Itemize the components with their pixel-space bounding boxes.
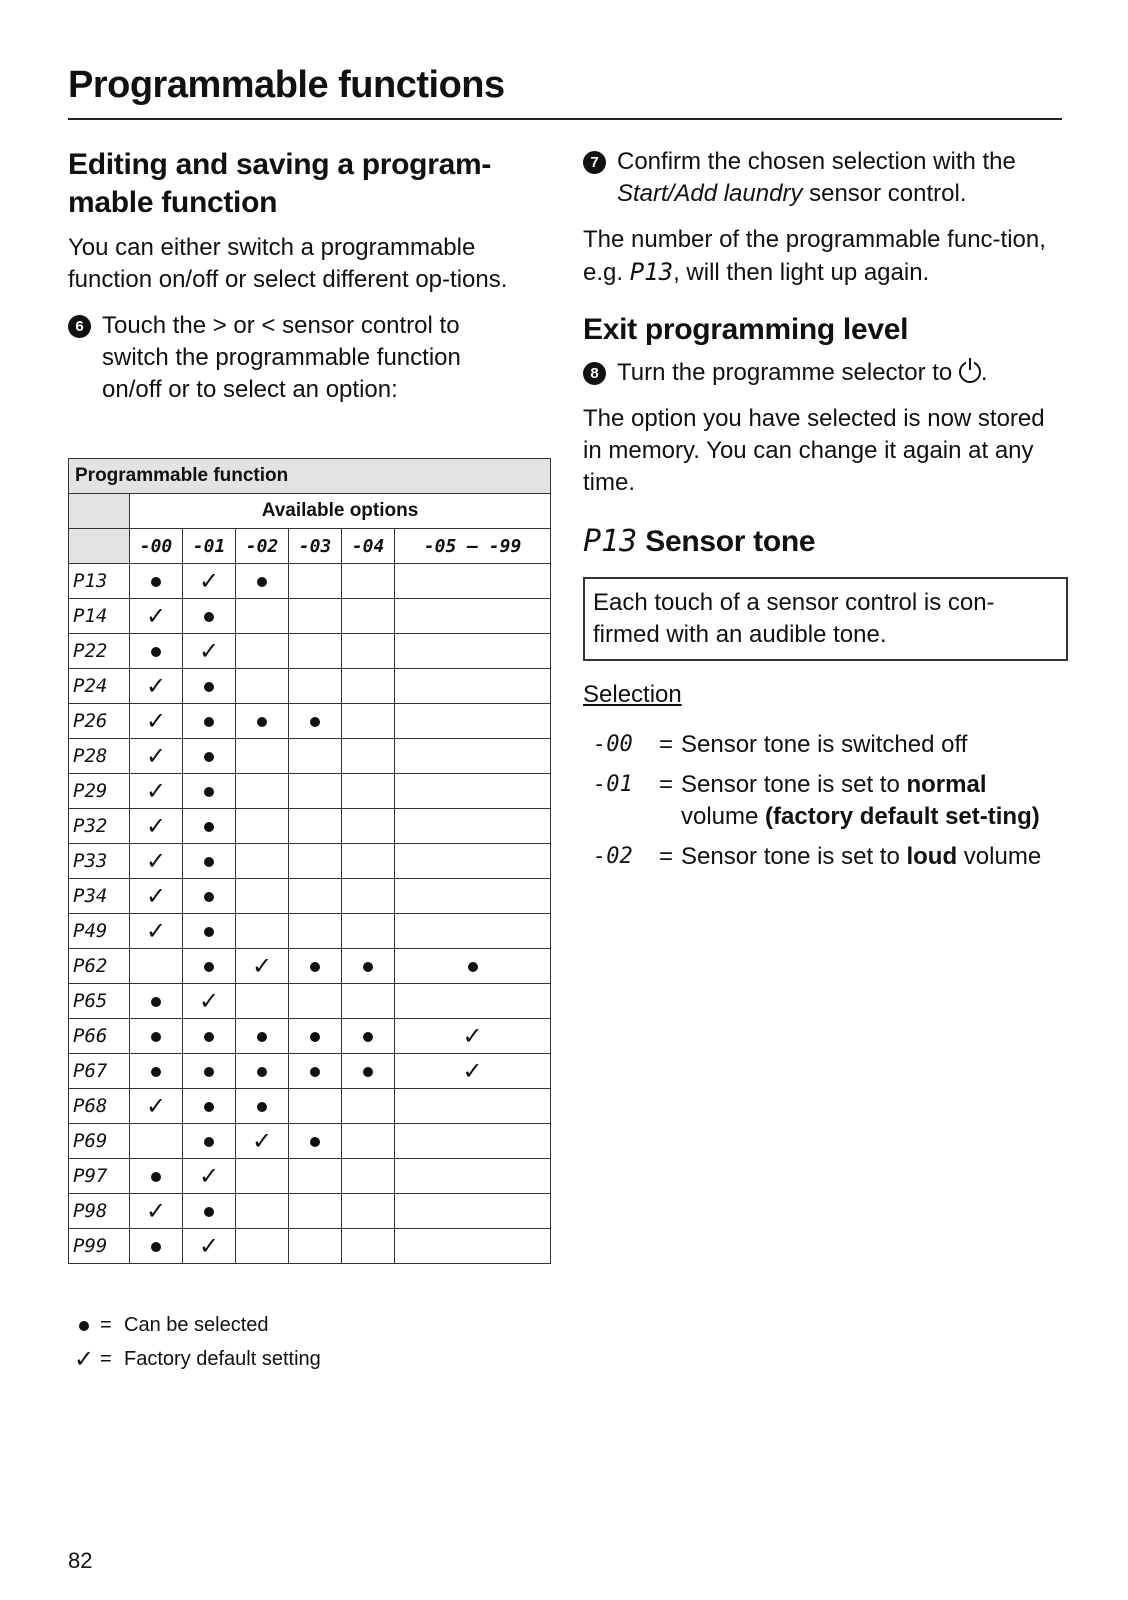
option-cell	[342, 984, 395, 1019]
check-icon: ✓	[198, 1232, 220, 1260]
legend-check-label: Factory default setting	[124, 1348, 321, 1370]
dot-icon	[151, 1242, 161, 1252]
selection-code: -02	[593, 844, 633, 869]
option-cell	[342, 739, 395, 774]
table-row	[69, 739, 551, 774]
dot-icon	[204, 927, 214, 937]
check-icon: ✓	[145, 882, 167, 910]
dot-icon	[257, 1067, 267, 1077]
check-icon: ✓	[145, 917, 167, 945]
table-row	[69, 1229, 551, 1264]
selection-item	[583, 841, 1068, 873]
option-cell	[342, 564, 395, 599]
step-6	[68, 310, 523, 406]
dot-icon	[204, 1067, 214, 1077]
function-code: P69	[69, 1124, 130, 1159]
option-cell	[395, 984, 551, 1019]
option-cell	[130, 914, 183, 949]
option-cell	[183, 914, 236, 949]
option-cell	[236, 1019, 289, 1054]
option-cell	[130, 739, 183, 774]
dot-icon	[257, 1032, 267, 1042]
sensor-tone-description-box: Each touch of a sensor control is con-firmed with an audible tone.	[583, 577, 1068, 661]
option-cell	[395, 1229, 551, 1264]
check-icon: ✓	[145, 1197, 167, 1225]
dot-icon	[257, 1102, 267, 1112]
option-cell	[395, 1194, 551, 1229]
option-cell	[395, 1054, 551, 1089]
option-cell	[342, 1124, 395, 1159]
dot-icon	[363, 1067, 373, 1077]
selection-list	[583, 729, 1068, 873]
check-icon: ✓	[73, 1345, 95, 1373]
selection-item	[583, 769, 1068, 833]
option-header: -03	[289, 529, 342, 564]
option-cell	[289, 1229, 342, 1264]
check-icon: ✓	[251, 952, 273, 980]
function-code: P13	[69, 564, 130, 599]
option-cell	[183, 1194, 236, 1229]
selection-equals: =	[658, 843, 673, 870]
option-cell	[395, 914, 551, 949]
dot-icon	[204, 752, 214, 762]
option-cell	[236, 1089, 289, 1124]
function-code: P26	[69, 704, 130, 739]
option-cell	[130, 879, 183, 914]
check-icon: ✓	[145, 1092, 167, 1120]
step-7	[583, 146, 1068, 210]
option-cell	[236, 774, 289, 809]
sensor-code: P13	[583, 524, 638, 559]
page-title: Programmable functions	[68, 64, 505, 106]
option-cell	[289, 564, 342, 599]
option-cell	[130, 844, 183, 879]
option-cell	[395, 634, 551, 669]
option-cell	[289, 739, 342, 774]
option-cell	[183, 949, 236, 984]
option-cell	[236, 1124, 289, 1159]
function-code: P62	[69, 949, 130, 984]
option-cell	[342, 879, 395, 914]
table-row	[69, 1159, 551, 1194]
table-corner-blank	[69, 494, 130, 529]
right-column	[583, 146, 1068, 881]
option-cell	[342, 914, 395, 949]
selection-text: Sensor tone is set to loud volume	[681, 843, 1042, 870]
start-add-laundry-label: Start/Add laundry	[617, 180, 803, 207]
option-cell	[130, 599, 183, 634]
dot-icon	[151, 577, 161, 587]
option-cell	[236, 599, 289, 634]
option-cell	[289, 949, 342, 984]
option-cell	[289, 879, 342, 914]
option-cell	[342, 949, 395, 984]
function-code: P98	[69, 1194, 130, 1229]
dot-icon	[468, 962, 478, 972]
option-cell	[289, 984, 342, 1019]
selection-equals: =	[658, 771, 673, 798]
option-cell	[395, 1019, 551, 1054]
dot-icon	[310, 717, 320, 727]
dot-icon	[310, 1032, 320, 1042]
section-heading-editing	[68, 146, 558, 222]
option-cell	[342, 1194, 395, 1229]
dot-icon	[204, 822, 214, 832]
option-cell	[395, 599, 551, 634]
option-cell	[289, 599, 342, 634]
option-cell	[289, 1124, 342, 1159]
table-row	[69, 1054, 551, 1089]
step-6-text: Touch the > or < sensor control to switch the programmable function on/off or to select an option:	[102, 312, 461, 403]
option-cell	[130, 564, 183, 599]
dot-icon	[363, 962, 373, 972]
option-cell	[342, 774, 395, 809]
dot-icon	[204, 962, 214, 972]
option-cell	[236, 564, 289, 599]
option-cell	[289, 809, 342, 844]
option-cell	[289, 634, 342, 669]
check-icon: ✓	[198, 1162, 220, 1190]
table-title: Programmable function	[69, 459, 551, 494]
table-row	[69, 809, 551, 844]
stored-paragraph: The option you have selected is now stored in memory. You can change it again at any time.	[583, 405, 1045, 496]
step-8	[583, 357, 1068, 389]
function-code: P33	[69, 844, 130, 879]
option-cell	[289, 1089, 342, 1124]
dot-icon	[204, 682, 214, 692]
dot-icon	[204, 857, 214, 867]
option-cell	[289, 1019, 342, 1054]
option-cell	[130, 1159, 183, 1194]
table-row	[69, 844, 551, 879]
function-code: P24	[69, 669, 130, 704]
intro-paragraph: You can either switch a programmable function on/off or select different op-tions.	[68, 234, 508, 293]
table-row	[69, 1124, 551, 1159]
left-column	[68, 146, 558, 406]
dot-icon	[151, 1172, 161, 1182]
option-cell	[395, 844, 551, 879]
option-cell	[236, 844, 289, 879]
function-code: P66	[69, 1019, 130, 1054]
option-cell	[183, 1229, 236, 1264]
function-code: P68	[69, 1089, 130, 1124]
dot-icon	[310, 962, 320, 972]
check-icon: ✓	[145, 812, 167, 840]
heading-line-2: mable function	[68, 186, 278, 219]
option-cell	[342, 1089, 395, 1124]
dot-icon	[204, 612, 214, 622]
option-cell	[342, 1229, 395, 1264]
dot-icon	[204, 787, 214, 797]
dot-icon	[204, 717, 214, 727]
option-cell	[289, 1159, 342, 1194]
selection-code: -00	[593, 732, 633, 757]
function-code: P97	[69, 1159, 130, 1194]
option-cell	[236, 949, 289, 984]
function-code: P28	[69, 739, 130, 774]
option-cell	[289, 704, 342, 739]
function-code: P34	[69, 879, 130, 914]
dot-icon	[310, 1137, 320, 1147]
function-code: P67	[69, 1054, 130, 1089]
option-cell	[183, 774, 236, 809]
option-cell	[183, 1054, 236, 1089]
check-icon: ✓	[145, 707, 167, 735]
option-cell	[130, 1124, 183, 1159]
option-cell	[236, 879, 289, 914]
option-cell	[183, 879, 236, 914]
function-number-paragraph: The number of the programmable func-tion, e.g. P13, will then light up again.	[583, 226, 1046, 286]
check-icon: ✓	[198, 637, 220, 665]
option-cell	[395, 704, 551, 739]
table-row	[69, 704, 551, 739]
option-cell	[130, 809, 183, 844]
option-cell	[395, 879, 551, 914]
option-cell	[130, 704, 183, 739]
option-cell	[183, 634, 236, 669]
function-code: P32	[69, 809, 130, 844]
dot-icon	[204, 1207, 214, 1217]
table-legend	[68, 1308, 321, 1376]
page-number: 82	[68, 1548, 93, 1573]
option-cell	[130, 1089, 183, 1124]
option-cell	[236, 739, 289, 774]
option-cell	[183, 984, 236, 1019]
dot-icon	[310, 1067, 320, 1077]
option-cell	[289, 844, 342, 879]
option-cell	[236, 809, 289, 844]
check-icon: ✓	[145, 602, 167, 630]
option-cell	[236, 1054, 289, 1089]
legend-equals: =	[100, 1314, 112, 1336]
option-cell	[289, 669, 342, 704]
option-cell	[183, 739, 236, 774]
dot-icon	[363, 1032, 373, 1042]
dot-icon	[79, 1321, 89, 1331]
option-cell	[130, 774, 183, 809]
programmable-function-table	[68, 458, 551, 1264]
legend-equals: =	[100, 1348, 112, 1370]
option-cell	[130, 634, 183, 669]
option-cell	[130, 1019, 183, 1054]
function-code: P22	[69, 634, 130, 669]
option-header: -02	[236, 529, 289, 564]
option-cell	[236, 704, 289, 739]
selection-text: Sensor tone is switched off	[681, 731, 968, 758]
option-cell	[236, 1194, 289, 1229]
selection-code: -01	[593, 772, 633, 797]
table-row	[69, 1089, 551, 1124]
check-icon: ✓	[145, 847, 167, 875]
table-corner-blank	[69, 529, 130, 564]
option-cell	[395, 949, 551, 984]
step-8-text: Turn the programme selector to .	[617, 359, 988, 386]
option-cell	[183, 704, 236, 739]
dot-icon	[204, 1137, 214, 1147]
function-code: P99	[69, 1229, 130, 1264]
check-icon: ✓	[145, 777, 167, 805]
option-header: -00	[130, 529, 183, 564]
option-cell	[183, 1089, 236, 1124]
option-header: -01	[183, 529, 236, 564]
check-icon: ✓	[462, 1057, 483, 1085]
option-cell	[183, 669, 236, 704]
option-cell	[130, 1194, 183, 1229]
option-cell	[342, 599, 395, 634]
table-row	[69, 984, 551, 1019]
check-icon: ✓	[145, 742, 167, 770]
option-header: -04	[342, 529, 395, 564]
dot-icon	[204, 892, 214, 902]
option-cell	[236, 1229, 289, 1264]
table-row	[69, 1019, 551, 1054]
table-row	[69, 774, 551, 809]
dot-icon	[257, 717, 267, 727]
option-cell	[289, 914, 342, 949]
selection-item	[583, 729, 1068, 761]
table-row	[69, 949, 551, 984]
option-cell	[236, 1159, 289, 1194]
option-cell	[130, 984, 183, 1019]
option-cell	[395, 669, 551, 704]
function-code: P14	[69, 599, 130, 634]
step-7-text: Confirm the chosen selection with the Start/Add laundry sensor control.	[617, 148, 1016, 207]
table-row	[69, 879, 551, 914]
dot-icon	[204, 1032, 214, 1042]
function-code: P65	[69, 984, 130, 1019]
selection-equals: =	[658, 731, 673, 758]
legend-row-check	[68, 1342, 321, 1376]
table-row	[69, 599, 551, 634]
check-icon: ✓	[198, 567, 220, 595]
dot-icon	[257, 577, 267, 587]
table-row	[69, 669, 551, 704]
legend-row-dot	[68, 1308, 321, 1342]
option-cell	[395, 1159, 551, 1194]
step-number-7: 7	[583, 151, 606, 174]
option-cell	[395, 774, 551, 809]
option-cell	[289, 1194, 342, 1229]
sensor-tone-heading: P13 Sensor tone	[583, 524, 816, 559]
dot-icon	[151, 647, 161, 657]
check-icon: ✓	[145, 672, 167, 700]
option-cell	[395, 1124, 551, 1159]
option-cell	[183, 809, 236, 844]
title-divider	[68, 118, 1062, 120]
dot-icon	[151, 1032, 161, 1042]
table-row	[69, 1194, 551, 1229]
option-cell	[342, 844, 395, 879]
step-number-8: 8	[583, 362, 606, 385]
option-cell	[342, 1054, 395, 1089]
option-cell	[342, 1019, 395, 1054]
option-cell	[236, 984, 289, 1019]
option-cell	[342, 1159, 395, 1194]
table-row	[69, 914, 551, 949]
legend-dot-label: Can be selected	[124, 1314, 269, 1336]
power-off-icon	[959, 361, 981, 383]
option-cell	[342, 634, 395, 669]
check-icon: ✓	[198, 987, 220, 1015]
option-cell	[342, 704, 395, 739]
table-row	[69, 634, 551, 669]
heading-line-1: Editing and saving a program-	[68, 148, 492, 181]
dot-icon	[151, 997, 161, 1007]
exit-heading: Exit programming level	[583, 313, 909, 346]
option-cell	[342, 809, 395, 844]
dot-icon	[151, 1067, 161, 1077]
check-icon: ✓	[251, 1127, 273, 1155]
option-cell	[183, 1159, 236, 1194]
option-cell	[395, 809, 551, 844]
dot-icon	[204, 1102, 214, 1112]
option-cell	[289, 774, 342, 809]
option-cell	[395, 1089, 551, 1124]
option-cell	[395, 739, 551, 774]
check-icon: ✓	[462, 1022, 483, 1050]
available-options-header: Available options	[130, 494, 551, 529]
step-number-6: 6	[68, 315, 91, 338]
option-cell	[183, 1124, 236, 1159]
option-cell	[395, 564, 551, 599]
option-cell	[236, 634, 289, 669]
option-cell	[183, 599, 236, 634]
option-cell	[130, 1054, 183, 1089]
function-code: P49	[69, 914, 130, 949]
option-header: -05 – -99	[395, 529, 551, 564]
option-cell	[183, 844, 236, 879]
option-cell	[130, 1229, 183, 1264]
option-cell	[236, 669, 289, 704]
option-cell	[183, 564, 236, 599]
function-code: P29	[69, 774, 130, 809]
option-cell	[236, 914, 289, 949]
selection-label: Selection	[583, 681, 682, 708]
option-cell	[342, 669, 395, 704]
p13-code: P13	[629, 258, 674, 286]
selection-text: Sensor tone is set to normal volume (factory default set-ting)	[681, 771, 1040, 830]
option-cell	[130, 669, 183, 704]
option-cell	[183, 1019, 236, 1054]
table-row	[69, 564, 551, 599]
option-cell	[130, 949, 183, 984]
option-cell	[289, 1054, 342, 1089]
